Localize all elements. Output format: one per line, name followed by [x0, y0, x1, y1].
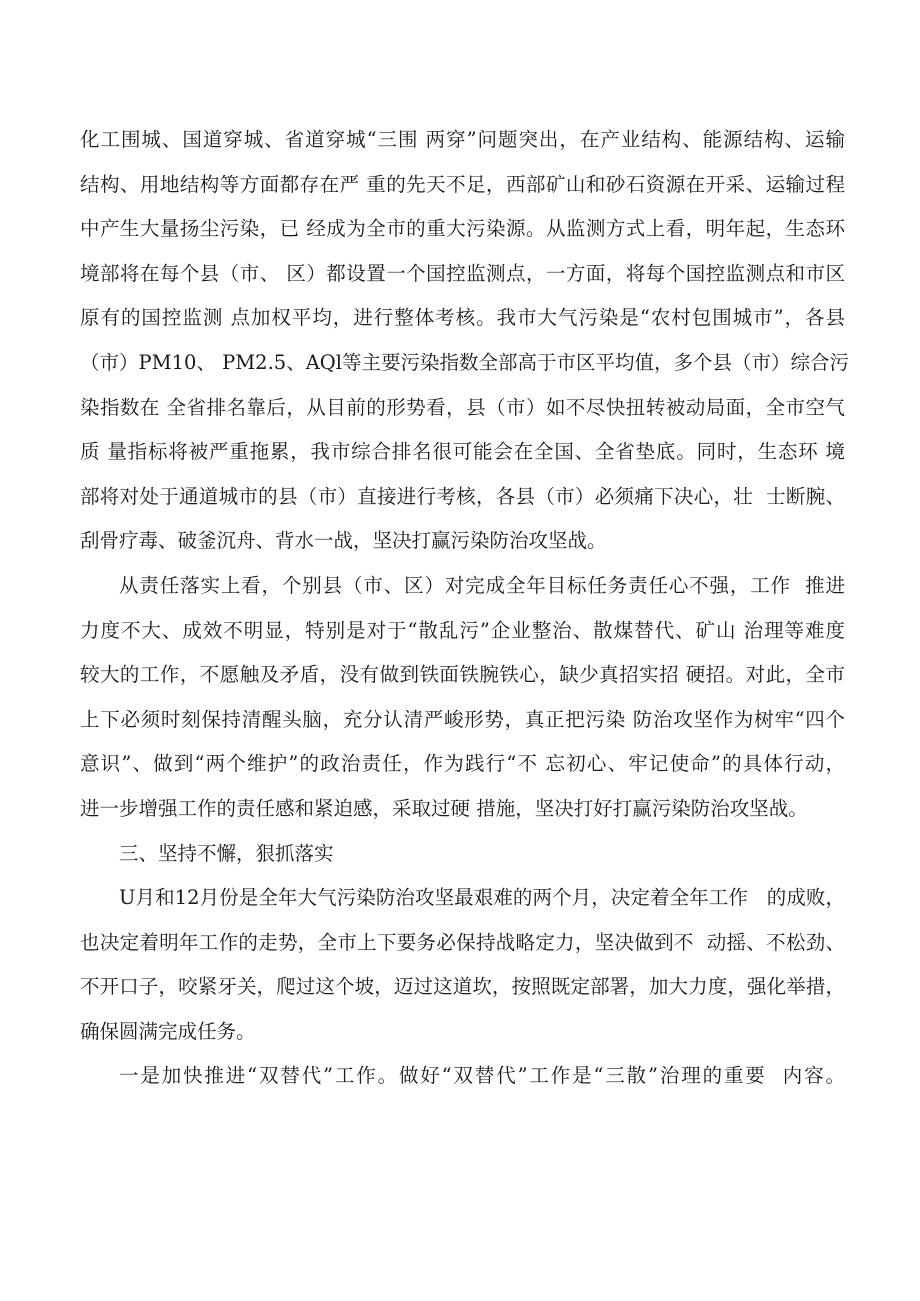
text-line: 也决定着明年工作的走势，全市上下要务必保持战略定力，坚决做到不 动摇、不松劲、	[80, 930, 845, 954]
text-line: 化工围城、国道穿城、省道穿城“三围 两穿”问题突出，在产业结构、能源结构、运输	[80, 128, 845, 151]
text-line: 从责任落实上看，个别县（市、区）对完成全年目标任务责任心不强，工作 推进	[119, 573, 845, 597]
text-line: 进一步增强工作的责任感和紧迫感，采取过硬 措施，坚决打好打赢污染防治攻坚战。	[80, 796, 808, 820]
text-line: 上下必须时刻保持清醒头脑，充分认清严峻形势，真正把污染 防治攻坚作为树牢“四个	[80, 707, 845, 731]
section-heading: 三、坚持不懈，狠抓落实	[119, 841, 334, 865]
text-line: 境部将在每个县（市、 区）都设置一个国控监测点，一方面，将每个国控监测点和市区	[80, 261, 845, 285]
text-line: 中产生大量扬尘污染，已 经成为全市的重大污染源。从监测方式上看，明年起，生态环	[80, 217, 845, 241]
text-line: 一是加快推进“双替代”工作。做好“双替代”工作是“三散”治理的重要 内容。	[119, 1064, 845, 1088]
text-line: 部将对处于通道城市的县（市）直接进行考核，各县（市）必须痛下决心，壮 士断腕、	[80, 484, 845, 508]
paragraph	[80, 564, 845, 832]
text-line: （市）PM10、 PM2.5、AQl等主要污染指数全部高于市区平均值，多个县（市）综合污	[80, 350, 850, 374]
document-body	[80, 118, 850, 1099]
paragraph	[80, 876, 845, 1054]
text-line: 染指数在 全省排名靠后，从目前的形势看，县（市）如不尽快扭转被动局面，全市空气	[80, 395, 845, 419]
text-line: 原有的国控监测 点加权平均，进行整体考核。我市大气污染是“农村包围城市”，各县	[80, 306, 845, 330]
text-line: 刮骨疗毒、破釜沉舟、背水一战，坚决打赢污染防治攻坚战。	[80, 529, 607, 553]
text-line: 不开口子，咬紧牙关，爬过这个坡，迈过这道坎，按照既定部署，加大力度，强化举措，	[80, 975, 845, 999]
text-line: 力度不大、成效不明显，特别是对于“散乱污”企业整治、散煤替代、矿山 治理等难度	[80, 618, 845, 642]
text-line: U月和12月份是全年大气污染防治攻坚最艰难的两个月，决定着全年工作 的成败，	[119, 886, 845, 910]
text-line: 质 量指标将被严重拖累，我市综合排名很可能会在全国、全省垫底。同时，生态环 境	[80, 440, 845, 464]
text-line: 较大的工作，不愿触及矛盾，没有做到铁面铁腕铁心，缺少真招实招 硬招。对此，全市	[80, 663, 845, 687]
text-line: 确保圆满完成任务。	[80, 1019, 256, 1043]
text-line: 意识”、做到“两个维护”的政治责任，作为践行“不 忘初心、牢记使命”的具体行动，	[80, 752, 845, 776]
paragraph	[80, 1054, 845, 1099]
text-line: 结构、用地结构等方面都存在严 重的先天不足，西部矿山和砂石资源在开采、运输过程	[80, 172, 845, 196]
paragraph	[80, 118, 850, 564]
